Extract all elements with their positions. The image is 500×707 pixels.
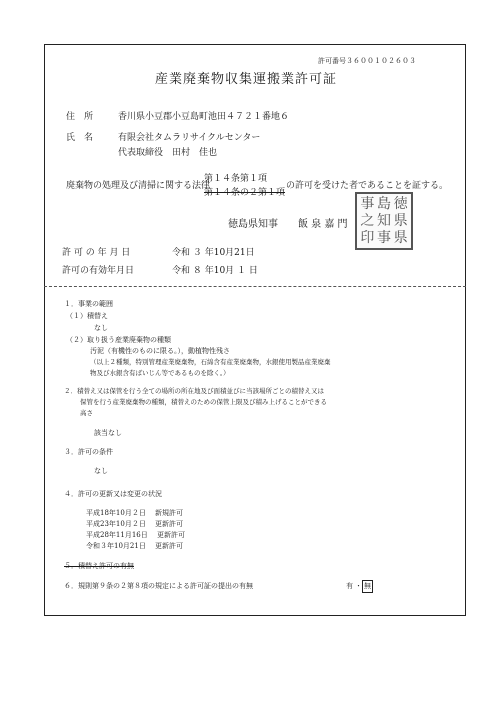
section-3-heading: ３．許可の条件 [64,448,113,456]
address-value: 香川県小豆郡小豆島町池田４７２１番地６ [118,112,290,122]
law-clause-struck: 第１４条の２第１項 [204,188,286,198]
section-2-line-3: 高さ [80,409,93,417]
permit-date-value: 令和 ３ 年10月21日 [172,248,255,258]
company-name: 有限会社タムラリサイクルセンター [118,133,261,143]
section-4-heading: ４．許可の更新又は変更の状況 [64,490,162,498]
section-1-1-value: なし [94,324,108,332]
section-2-heading: ２．積替え又は保管を行う全ての場所の所在地及び面積並びに当該場所ごとの積替え又は [64,387,324,395]
section-1-2: （２）取り扱う産業廃棄物の種類 [66,336,171,344]
official-seal: 事 島 徳 之 知 県 印 事 県 [355,192,413,250]
section-2-value: 該当なし [94,429,122,437]
waste-type-2: （以上２種類，特別管理産業廃棄物，石綿含有産業廃棄物，水銀使用製品産業廃棄 [90,358,331,366]
section-divider [44,286,466,287]
expiry-date-value: 令和 ８ 年10月 １ 日 [172,266,258,276]
law-clause: 第１４条第１項 [204,174,268,184]
document-title: 産業廃棄物収集運搬業許可証 [155,72,338,87]
address-label: 住 所 [66,112,94,122]
permit-number: 許可番号３６００１０２６０３ [318,57,416,65]
law-text: 廃棄物の処理及び清掃に関する法律 [66,181,211,191]
history-row-1: 平成18年10月２日 新規許可 [86,509,184,517]
law-suffix: の許可を受けた者であることを証する。 [286,181,449,191]
name-label: 氏 名 [66,133,94,143]
issuer: 徳島県知事 飯 泉 嘉 門 [228,219,348,230]
section-1-1: （１）積替え [66,312,108,320]
section-6-heading: ６．規則第９条の２第８項の規定による許可証の提出の有無 [64,582,253,590]
history-row-4: 令和３年10月21日 更新許可 [86,542,184,550]
waste-type-3: 物及び水銀含有ばいじん等であるものを除く。） [90,369,230,377]
section-6-separator: ・ [355,582,362,590]
history-row-3: 平成28年11月16日 更新許可 [86,531,185,539]
history-row-2: 平成23年10月２日 更新許可 [86,520,184,528]
waste-type-1: 汚泥（有機性のものに限る。），動植物性残さ [90,347,230,355]
section-5-heading: ５．積替え許可の有無 [64,562,134,570]
section-6-yes: 有 [346,582,353,590]
section-3-value: なし [94,467,108,475]
permit-date-label: 許 可 の 年 月 日 [62,248,131,258]
section-6-no-circled: 無 [362,580,373,593]
section-2-line-2: 保管を行う産業廃棄物の種類，積替えのための保管上限及び積み上げることができる [80,398,327,406]
expiry-date-label: 許可の有効年月日 [62,266,135,276]
section-1-heading: １．事業の範囲 [64,300,113,308]
representative: 代表取締役 田村 佳也 [118,148,218,158]
